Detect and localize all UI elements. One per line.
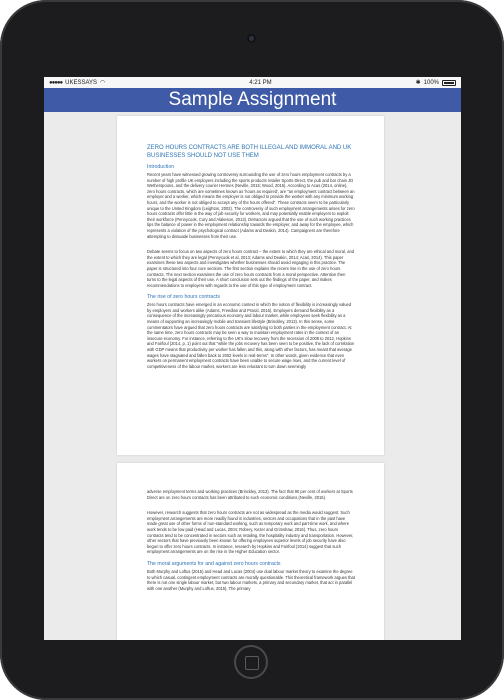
battery-icon	[442, 80, 456, 86]
document-page-2[interactable]	[117, 463, 384, 640]
paragraph: Recent years have witnessed growing controversy surrounding the use of zero hours employment contracts by a number of high profile UK employers including the sports products retailer Sports Direct, the pub and bar chain JD Wetherspoons, and the delivery courier Hermes (Neville, 2015; Wood, 2016). According to Acas (2014, online), zero hours contracts, which are sometimes known as 'hours as required', are "an employment contract between an employer and a worker, which means the employer is not obliged to provide the worker with any minimum working hours, and the worker is not obliged to accept any of the hours offered". These contracts seem to be particularly unique to the United Kingdom (Leighton, 2002). The controversy of such employment arrangements arises for zero hours contracts offer little in the way of job security for workers, and may potentially enable employers to exploit their workforce (Pennycook, Cory and Alakeson, 2013). Detractors argued that the use of such working practices tips the balance of power in the employment relationship towards the employer, and away for the employee, which represents a violation of the psychological contract (Adams and Deakin, 2014). Campaigners are therefore attempting to dissuade businesses from their use.	[147, 172, 355, 239]
paragraph: Zero hours contracts have emerged in an economic context in which the notion of flexibility is increasingly valued by employers and workers alike (Adams, Freedlan and Prassl, 2015). Employers demand flexibility as a consequence of the increasingly precarious economy and labour market, while employees seek flexibility as a means of supporting an increasingly mobile and transient lifestyle (Brinckley, 2013). In this sense, some commentators have argued that zero hours contracts are satisfying to both parties in the employment contract. At the same time, zero hours contracts may be seen a way to maintain employment rates in the context of an insecure economy. For instance, referring to the UK's slow recovery from the recession of 2008 to 2012, Hopkins and Fairfoul (2014, p. 1) point out that "while the jobs recovery has been seen to be positive, the lack of correlation with GDP means that productivity per worker has fallen and this, along with other factors, has meant that average wages have stagnated and fallen back to 2002 levels in real-terms". In other words, given evidence that even workers on permanent employment contracts have been unable to secure wage rises, and the current level of competitiveness of the labour market, workers are less reluctant to turn down seemingly	[147, 302, 355, 369]
status-time: 4:21 PM	[249, 79, 272, 86]
status-bar	[44, 77, 461, 88]
section-heading-moral: The moral arguments for and against zero hours contracts	[147, 560, 281, 567]
section-heading-introduction: Introduction	[147, 164, 175, 170]
signal-icon: ●●●●●	[49, 79, 63, 86]
battery-percent: 100%	[423, 79, 439, 86]
screen	[44, 77, 461, 640]
document-title: ZERO HOURS CONTRACTS ARE BOTH ILLEGAL AND IMMORAL AND UK BUSINESSES SHOULD NOT USE THEM	[147, 145, 352, 159]
section-heading-rise: The rise of zero hours contracts	[147, 294, 220, 301]
carrier-label: UKESSAYS	[65, 79, 98, 86]
document-page-1[interactable]	[117, 116, 384, 455]
paragraph: However, research suggests that zero hours contracts are not as widespread as the media would suggest. Such employment arrangements are more readily found in industries, sectors and occupations that in the past have made great use of other forms of non-standard working, such as temporary work and part-time work, and where work tends to be low paid (Head and Lucas, 2004; Robery, Kezer and Grimshaw, 2016). Thus, zero hours contracts tend to be concentrated in sectors such as retailing, the hospitality industry and transportation. However, other sectors that have previously been known for offering employees superior levels of job security have also begun to offer zero hours contracts. In instance, research by Hopkins and Fairfoul (2014) suggest that such employment arrangements are on the rise in the Higher Education sector.	[147, 510, 354, 555]
paragraph: Debate seems to focus on two aspects of zero hours contract – the extent to which they are ethical and moral, and the extent to which they are legal (Pennycook et al, 2013; Adams and Deakin, 2014; Acas, 2014). This paper examines these two aspects and investigates whether businesses should avoid engaging in this practice. The paper is structured into four core sections. The first section explains the recent rise in the use of zero hours contracts. The next section examines the use of zero hours contracts from a moral perspective. Attention then turns to the legal aspects of their use. A short conclusion sets out the findings of the paper, and makes recommendations to employers with regards to the use of this type of employment contract.	[147, 249, 355, 288]
paragraph: adverse employment terms and working practices (Brinckley, 2013). The fact that 90 per cent of workers at Sports Direct are on zero hours contracts has been attributed to such economic conditions (Neville, 2015).	[147, 489, 353, 500]
camera-icon	[247, 34, 256, 43]
header-title: Sample Assignment	[168, 89, 337, 110]
bluetooth-icon: ✱	[415, 80, 421, 86]
paragraph: Both Murphy and Loftus (2015) and Head and Lucas (2004) use dual labour market theory to examine the degree to which casual, contingent employment contracts are morally questionable. This theoretical framework argues that there is not one single labour market, but two labour markets, a primary and secondary market, that act in parallel with one another (Murphy and Loftus, 2015). The primary	[147, 568, 355, 591]
app-header	[44, 88, 461, 112]
home-button[interactable]	[234, 645, 268, 679]
wifi-icon: ◠	[100, 80, 106, 86]
